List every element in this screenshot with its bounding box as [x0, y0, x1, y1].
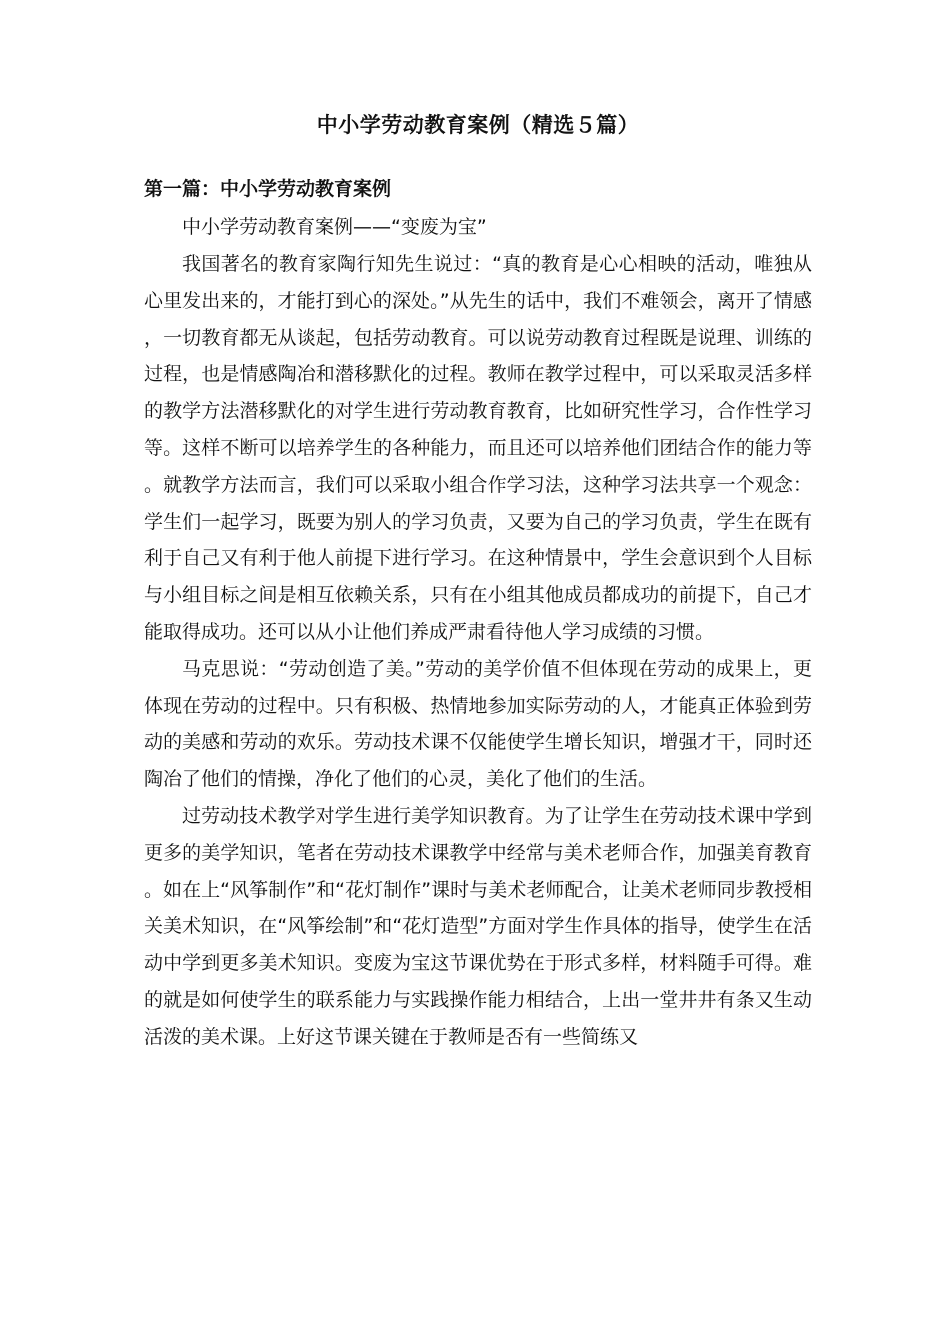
paragraph-3: 过劳动技术教学对学生进行美学知识教育。为了让学生在劳动技术课中学到更多的美学知识，笔者在劳动技术课教学中经常与美术老师合作，加强美育教育。如在上“风筝制作”和“花灯制作”课时与美术老师配合，让美术老师同步教授相关美术知识，在“风筝绘制”和“花灯造型”方面对学生作具体的指导，使学生在活动中学到更多美术知识。变废为宝这节课优势在于形式多样，材料随手可得。难的就是如何使学生的联系能力与实践操作能力相结合，上出一堂井井有条又生动活泼的美术课。上好这节课关键在于教师是否有一些简练又	[144, 804, 812, 1048]
case-subtitle: 中小学劳动教育案例——“变废为宝”	[182, 216, 487, 238]
paragraph-2: 马克思说：“劳动创造了美。”劳动的美学价值不但体现在劳动的成果上，更体现在劳动的过程中。只有积极、热情地参加实际劳动的人，才能真正体验到劳动的美感和劳动的欢乐。劳动技术课不仅能使学生增长知识，增强才干，同时还陶冶了他们的情操，净化了他们的心灵，美化了他们的生活。	[144, 657, 812, 791]
document-page	[144, 0, 812, 1344]
section-heading: 第一篇：中小学劳动教育案例	[144, 178, 392, 200]
paragraph-1: 我国著名的教育家陶行知先生说过：“真的教育是心心相映的活动，唯独从心里发出来的，才能打到心的深处。”从先生的话中，我们不难领会，离开了情感，一切教育都无从谈起，包括劳动教育。可以说劳动教育过程既是说理、训练的过程，也是情感陶冶和潜移默化的过程。教师在教学过程中，可以采取灵活多样的教学方法潜移默化的对学生进行劳动教育教育，比如研究性学习，合作性学习等。这样不断可以培养学生的各种能力，而且还可以培养他们团结合作的能力等。就教学方法而言，我们可以采取小组合作学习法，这种学习法共享一个观念：学生们一起学习，既要为别人的学习负责，又要为自己的学习负责，学生在既有利于自己又有利于他人前提下进行学习。在这种情景中，学生会意识到个人目标与小组目标之间是相互依赖关系，只有在小组其他成员都成功的前提下，自己才能取得成功。还可以从小让他们养成严肃看待他人学习成绩的习惯。	[144, 253, 812, 643]
document-title: 中小学劳动教育案例（精选５篇）	[316, 113, 640, 137]
document-body	[144, 246, 812, 1056]
